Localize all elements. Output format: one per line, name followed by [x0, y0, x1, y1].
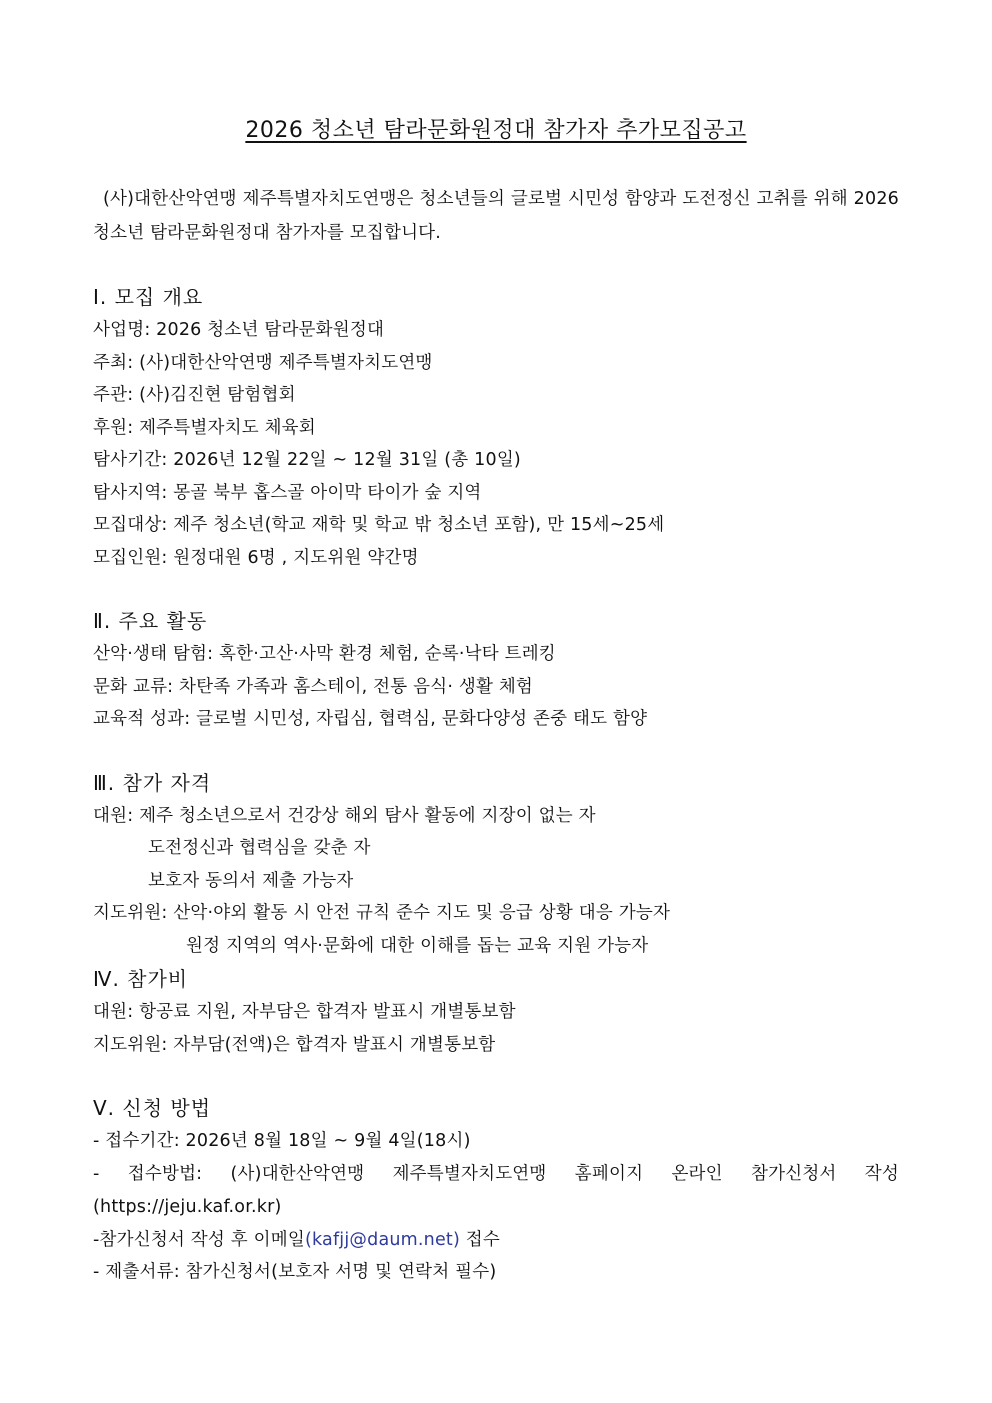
overview-project-name: 사업명: 2026 청소년 탐라문화원정대: [93, 320, 385, 340]
application-email-prefix: -참가신청서 작성 후 이메일: [93, 1229, 305, 1250]
page-title: 2026 청소년 탐라문화원정대 참가자 추가모집공고: [245, 118, 747, 143]
overview-region: 탐사지역: 몽골 북부 홉스골 아이막 타이가 숲 지역: [93, 482, 482, 503]
activity-item: 교육적 성과: 글로벌 시민성, 자립심, 협력심, 문화다양성 존중 태도 함양: [93, 709, 648, 729]
application-method: - 접수방법: (사)대한산악연맹 제주특별자치도연맹 홈페이지 온라인 참가신청서 작성 (https://jeju.kaf.or.kr): [93, 1163, 899, 1217]
overview-host: 주최: (사)대한산악연맹 제주특별자치도연맹: [93, 352, 433, 373]
section-eligibility: [93, 766, 899, 963]
section-heading: Ⅱ. 주요 활동: [93, 609, 208, 633]
section-heading: Ⅴ. 신청 방법: [93, 1096, 212, 1120]
application-email-line: [93, 1224, 899, 1257]
email-link[interactable]: (kafjj@daum.net): [304, 1229, 461, 1250]
overview-target: 모집대상: 제주 청소년(학교 재학 및 학교 밖 청소년 포함), 만 15세~25세: [93, 515, 665, 535]
overview-organizer: 주관: (사)김진현 탐험협회: [93, 385, 296, 405]
intro-paragraph: (사)대한산악연맹 제주특별자치도연맹은 청소년들의 글로벌 시민성 함양과 도전정신 고취를 위해 2026 청소년 탐라문화원정대 참가자를 모집합니다.: [93, 189, 899, 243]
eligibility-member-cont: 도전정신과 협력심을 갖춘 자: [148, 838, 371, 858]
document-body: [93, 182, 899, 1289]
overview-period: 탐사기간: 2026년 12월 22일 ~ 12월 31일 (총 10일): [93, 450, 521, 470]
section-activities: [93, 604, 899, 736]
fee-member: 대원: 항공료 지원, 자부담은 합격자 발표시 개별통보함: [93, 1002, 516, 1022]
application-documents: - 제출서류: 참가신청서(보호자 서명 및 연락처 필수): [93, 1262, 497, 1282]
activity-item: 문화 교류: 차탄족 가족과 홈스테이, 전통 음식· 생활 체험: [93, 676, 534, 697]
section-heading: Ⅰ. 모집 개요: [93, 285, 204, 309]
eligibility-advisor-cont: 원정 지역의 역사·문화에 대한 이해를 돕는 교육 지원 가능자: [186, 935, 649, 956]
section-heading: Ⅳ. 참가비: [93, 967, 189, 991]
section-overview: [93, 280, 899, 574]
application-email-suffix: 접수: [460, 1229, 500, 1250]
section-fee: [93, 962, 899, 1061]
application-period: - 접수기간: 2026년 8월 18일 ~ 9월 4일(18시): [93, 1131, 471, 1151]
overview-headcount: 모집인원: 원정대원 6명 , 지도위원 약간명: [93, 547, 419, 568]
eligibility-advisor: 지도위원: 산악·야외 활동 시 안전 규칙 준수 지도 및 응급 상황 대응 가능자: [93, 903, 671, 923]
overview-sponsor: 후원: 제주특별자치도 체육회: [93, 417, 316, 438]
eligibility-member: 대원: 제주 청소년으로서 건강상 해외 탐사 활동에 지장이 없는 자: [93, 805, 596, 826]
eligibility-member-cont: 보호자 동의서 제출 가능자: [148, 870, 354, 891]
fee-advisor: 지도위원: 자부담(전액)은 합격자 발표시 개별통보함: [93, 1034, 496, 1055]
activity-item: 산악·생태 탐험: 혹한·고산·사막 환경 체험, 순록·낙타 트레킹: [93, 644, 556, 664]
section-application: [93, 1091, 899, 1289]
section-heading: Ⅲ. 참가 자격: [93, 770, 212, 795]
